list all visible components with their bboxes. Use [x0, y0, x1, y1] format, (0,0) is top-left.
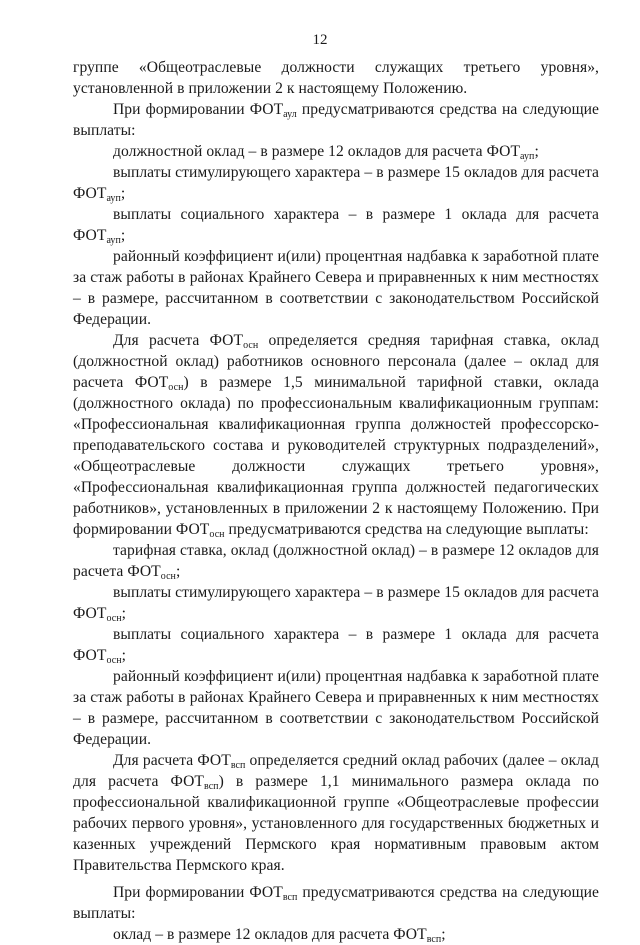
subscript: осн: [168, 382, 184, 393]
text-run: выплаты социального характера – в размере 1 оклада для расчета ФОТ: [73, 206, 599, 244]
subscript: ауп: [520, 151, 535, 162]
subscript: осн: [243, 340, 259, 351]
text-run: ;: [121, 605, 127, 622]
document-body: [73, 57, 599, 945]
paragraph-p13: [73, 882, 599, 924]
subscript: осн: [209, 529, 225, 540]
paragraph-p9: [73, 582, 599, 624]
paragraph-p5: [73, 204, 599, 246]
text-run: тарифная ставка, оклад (должностной оклад) – в размере 12 окладов для расчета ФОТ: [73, 542, 599, 580]
text-run: ;: [534, 143, 539, 160]
text-run: выплаты социального характера – в размере 1 оклада для расчета ФОТ: [73, 626, 599, 664]
text-run: Для расчета ФОТ: [113, 752, 231, 769]
text-run: определяется средняя тарифная ставка, оклад (должностной оклад) работников основного персонала (далее – оклад для расчета ФОТ: [73, 332, 599, 391]
paragraph-p4: [73, 162, 599, 204]
text-run: предусматриваются средства на следующие выплаты:: [224, 521, 589, 538]
text-run: ;: [120, 185, 126, 202]
page-number: 12: [312, 32, 328, 48]
paragraph-p12: [73, 750, 599, 876]
text-run: предусматриваются средства на следующие выплаты:: [73, 884, 599, 922]
text-run: ;: [120, 227, 126, 244]
text-run: ;: [175, 563, 181, 580]
subscript: аул: [283, 109, 297, 120]
paragraph-p7: [73, 330, 599, 540]
text-run: При формировании ФОТ: [113, 101, 284, 118]
paragraph-p14: [73, 924, 599, 945]
subscript: ауп: [106, 193, 121, 204]
text-run: ;: [441, 926, 446, 943]
paragraph-p2: [73, 99, 599, 141]
subscript: всп: [203, 781, 219, 792]
text-run: группе «Общеотраслевые должности служащих третьего уровня», установленной в приложении 2 к настоящему Положению.: [73, 59, 599, 97]
subscript: всп: [426, 934, 442, 945]
paragraph-p1: [73, 57, 599, 99]
text-run: определяется средний оклад рабочих (далее – оклад для расчета ФОТ: [73, 752, 599, 790]
text-run: предусматриваются средства на следующие выплаты:: [73, 101, 599, 139]
subscript: осн: [106, 655, 122, 666]
subscript: осн: [160, 571, 176, 582]
paragraph-p11: [73, 666, 599, 750]
paragraph-p6: [73, 246, 599, 330]
text-run: выплаты стимулирующего характера – в размере 15 окладов для расчета ФОТ: [73, 584, 599, 622]
text-run: районный коэффициент и(или) процентная надбавка к заработной плате за стаж работы в районах Крайнего Севера и приравненных к ним местностях – в размере, рассчитанном в соответствии с законодательством Российской Федерации.: [73, 248, 599, 328]
paragraph-p8: [73, 540, 599, 582]
subscript: ауп: [106, 235, 121, 246]
paragraph-p10: [73, 624, 599, 666]
text-run: выплаты стимулирующего характера – в размере 15 окладов для расчета ФОТ: [73, 164, 599, 202]
text-run: Для расчета ФОТ: [113, 332, 244, 349]
paragraph-p3: [73, 141, 599, 162]
text-run: ) в размере 1,5 минимальной тарифной ставки, оклада (должностного оклада) по профессиональным квалификационным группам: «Профессиональная квалификационная группа должностей профессорско-преподавательского состава и руководителей структурных подразделений», «Общеотраслевые должности служащих третьего уровня», «Профессиональная квалификационная группа должностей педагогических работников», установленных в приложении 2 к настоящему Положению. При формировании ФОТ: [73, 374, 599, 538]
subscript: всп: [230, 760, 246, 771]
text-run: районный коэффициент и(или) процентная надбавка к заработной плате за стаж работы в районах Крайнего Севера и приравненных к ним местностях – в размере, рассчитанном в соответствии с законодательством Российской Федерации.: [73, 668, 599, 748]
text-run: ) в размере 1,1 минимального размера оклада по профессиональной квалификационной группе «Общеотраслевые профессии рабочих первого уровня», установленного для государственных бюджетных и казенных учреждений Пермского края нормативным правовым актом Правительства Пермского края.: [73, 773, 599, 874]
subscript: всп: [282, 892, 298, 903]
text-run: должностной оклад – в размере 12 окладов для расчета ФОТ: [113, 143, 521, 160]
subscript: осн: [106, 613, 122, 624]
text-run: При формировании ФОТ: [113, 884, 283, 901]
text-run: оклад – в размере 12 окладов для расчета ФОТ: [113, 926, 427, 943]
text-run: ;: [121, 647, 127, 664]
